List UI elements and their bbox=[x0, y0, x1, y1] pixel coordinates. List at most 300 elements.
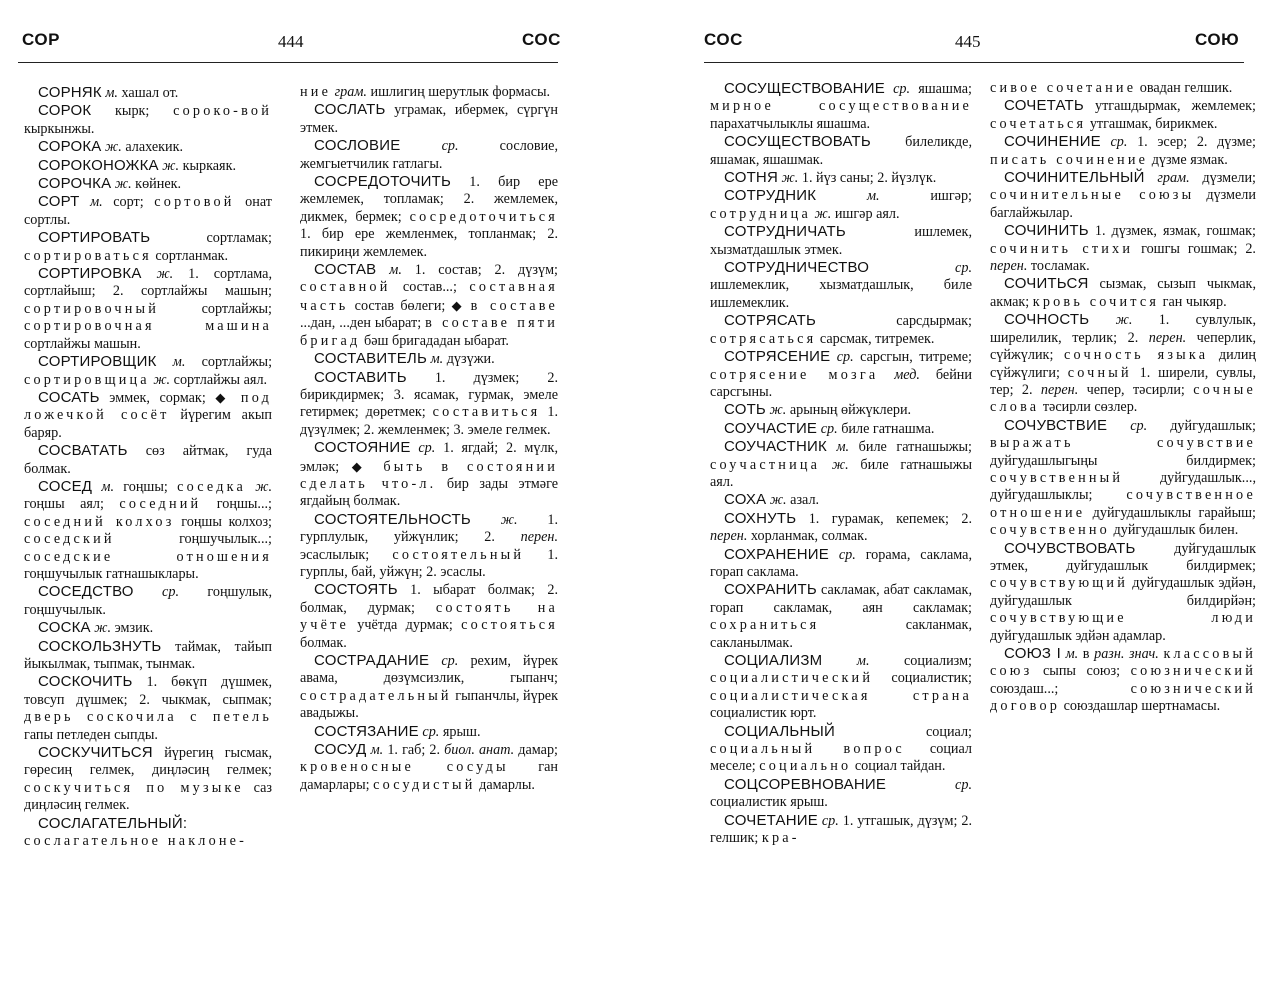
dictionary-entry bbox=[24, 157, 272, 175]
dictionary-entry bbox=[24, 744, 272, 815]
entry-headword: СОСТАВ bbox=[314, 261, 377, 279]
russian-example: кровеносные сосуды bbox=[300, 759, 509, 776]
grammar-mark: грам. bbox=[334, 84, 367, 100]
entry-headword: СОСТОЯНИЕ bbox=[314, 439, 411, 457]
entry-headword: СОСТОЯТЕЛЬНОСТЬ bbox=[314, 510, 471, 528]
entry-headword: СОРТИРОВАТЬ bbox=[38, 229, 151, 247]
entry-headword: СОСТЯЗАНИЕ bbox=[314, 722, 419, 740]
translation-text: социалистик ярыш. bbox=[710, 794, 828, 811]
dictionary-entry bbox=[24, 638, 272, 674]
translation-text: кыркаяк. bbox=[179, 157, 237, 174]
grammar-mark: перен. bbox=[520, 529, 558, 546]
translation-text: 1. эсер; 2. дүзме; bbox=[1127, 134, 1256, 151]
russian-example: соседский bbox=[24, 531, 115, 548]
translation-text: 1. гурамак, кепемек; 2. bbox=[796, 510, 972, 527]
translation-text: гоңшучылык гатнашыклары. bbox=[24, 565, 199, 582]
translation-text: 1. бир ере жемлемек, топламак; 2. жемлемек, дикмек, бермек; bbox=[300, 174, 558, 225]
dictionary-entry bbox=[24, 193, 272, 229]
left-page-guide-word-start: СОР bbox=[22, 30, 60, 49]
translation-text bbox=[886, 777, 955, 793]
dictionary-entry bbox=[300, 173, 558, 261]
translation-text bbox=[231, 390, 241, 406]
entry-headword: СОСТАВИТЕЛЬ bbox=[314, 350, 428, 368]
translation-text: чепер, тәсирли; bbox=[1078, 381, 1194, 398]
translation-text: дилиң сүйжүлиги; bbox=[990, 347, 1256, 381]
dictionary-entry bbox=[990, 222, 1256, 275]
entry-headword: СОСЕДСТВО bbox=[38, 583, 134, 601]
russian-example: в составе пяти бригад bbox=[300, 315, 558, 349]
right-page-guide-word-start: СОС bbox=[704, 30, 743, 49]
grammar-mark: ср. bbox=[893, 81, 911, 97]
translation-text: сызмак, сызып чыкмак, акмак; bbox=[990, 276, 1256, 310]
entry-headword: СОРНЯК bbox=[38, 84, 102, 101]
russian-example: сострадательный bbox=[300, 687, 452, 704]
russian-example: социально bbox=[759, 758, 852, 775]
dictionary-entry bbox=[300, 581, 558, 652]
translation-text: уграмак, ибермек, сүргүн этмек. bbox=[300, 102, 558, 136]
grammar-mark: ср. bbox=[441, 653, 459, 669]
grammar-mark: ж. bbox=[500, 511, 518, 528]
entry-headword: СОТЬ bbox=[724, 401, 766, 419]
dictionary-entry bbox=[24, 389, 272, 442]
translation-text bbox=[885, 81, 893, 97]
translation-text: дуйгудашлык эдйән адамлар. bbox=[990, 627, 1166, 644]
russian-example: ние bbox=[300, 84, 332, 100]
grammar-mark: грам. bbox=[1157, 170, 1190, 187]
translation-text: 1. дүзүлмек; 2. жемленмек; 3. эмеле гелмек. bbox=[300, 404, 558, 438]
translation-text: дүзүжи. bbox=[443, 351, 495, 368]
translation-text: саз диңләсиң гелмек. bbox=[24, 779, 273, 814]
grammar-mark: мед. bbox=[894, 366, 920, 383]
entry-headword: СОСАТЬ bbox=[38, 388, 100, 406]
translation-text: парахатчылыклы яшашма. bbox=[710, 115, 871, 132]
translation-text: сортламак; bbox=[150, 230, 272, 247]
dictionary-entry bbox=[24, 353, 272, 389]
translation-text: 1. сортлама, сортлайыш; 2. сортлайжы машын; bbox=[24, 266, 272, 300]
translation-text: сорт; bbox=[102, 194, 155, 211]
entry-headword: СОРТИРОВЩИК bbox=[38, 353, 157, 371]
translation-text bbox=[1145, 170, 1158, 186]
entry-headword: СОРОКОНОЖКА bbox=[38, 156, 159, 174]
translation-text bbox=[471, 512, 501, 528]
translation-text: 1. бөкүп дүшмек, товсуп дүшмек; 2. чыкмак, сыпмак; bbox=[24, 674, 272, 708]
russian-example: составиться bbox=[432, 404, 541, 421]
translation-text: ган чыкяр. bbox=[1159, 293, 1227, 310]
translation-text: ишлигиң шерутлык формасы. bbox=[366, 84, 551, 100]
grammar-mark: ж. bbox=[769, 402, 787, 419]
dictionary-entry bbox=[710, 491, 972, 509]
entry-headword: СОСЕД bbox=[38, 477, 93, 495]
grammar-mark: ср. bbox=[955, 260, 972, 277]
entry-headword: СОХРАНИТЬ bbox=[724, 581, 817, 599]
translation-text: сакланмак, сакланылмак. bbox=[710, 617, 972, 651]
dictionary-entry bbox=[710, 420, 972, 438]
translation-text: алахекик. bbox=[121, 139, 184, 156]
entry-headword: СОСУЩЕСТВОВАНИЕ bbox=[724, 80, 885, 97]
grammar-mark: разн. знач. bbox=[1094, 646, 1159, 662]
translation-text: сортлайжы аял. bbox=[170, 371, 268, 388]
translation-text: сортлайжы машын. bbox=[24, 335, 141, 352]
russian-example: сотрясение мозга bbox=[710, 366, 879, 383]
grammar-mark: перен. bbox=[1040, 381, 1079, 398]
translation-text: 1. сувлулык, ширелилик, терлик; 2. bbox=[990, 312, 1256, 346]
russian-example: союзнический bbox=[1130, 663, 1256, 680]
translation-text: утгашмак, бирикмек. bbox=[1086, 115, 1218, 132]
translation-text: хорланмак, солмак. bbox=[747, 528, 868, 545]
translation-text: гыпанчлы, йүрек авадыжы. bbox=[300, 687, 558, 722]
translation-text: яшашма; bbox=[910, 81, 972, 97]
russian-example: составная часть bbox=[300, 279, 558, 314]
translation-text: гоңшы аял; bbox=[24, 496, 120, 513]
translation-text: йүрегиң гысмак, гөресиң гелмек, диңләсиң гелмек; bbox=[24, 745, 272, 779]
dictionary-entry bbox=[710, 312, 972, 348]
grammar-mark: ср. bbox=[422, 723, 440, 740]
translation-text: социалистик; bbox=[873, 670, 972, 687]
translation-text: 1. дүзмек, язмак, гошмак; bbox=[1088, 223, 1256, 240]
dictionary-entry bbox=[710, 401, 972, 419]
russian-example: состоять на учёте bbox=[300, 599, 559, 634]
russian-example: сочувствующий bbox=[990, 575, 1128, 592]
dictionary-entry bbox=[990, 80, 1256, 97]
russian-example: сохраниться bbox=[710, 617, 820, 634]
translation-text: дүзмели баглайжылар. bbox=[990, 187, 1256, 221]
left-page-column-2 bbox=[300, 84, 558, 794]
entry-headword: СОЧУВСТВОВАТЬ bbox=[1004, 539, 1136, 557]
entry-headword: СОЧИНЕНИЕ bbox=[1004, 133, 1101, 151]
translation-text: дамар; bbox=[514, 742, 558, 759]
translation-text: ган дамарлары; bbox=[300, 759, 558, 793]
translation-text: эмзик. bbox=[111, 620, 154, 637]
translation-text bbox=[400, 138, 441, 154]
translation-text: овадан гелшик. bbox=[1136, 80, 1233, 96]
russian-example: писать сочинение bbox=[990, 151, 1149, 168]
entry-headword: СОХНУТЬ bbox=[724, 509, 797, 527]
translation-text: бәш бригададан ыбарат. bbox=[360, 332, 509, 349]
grammar-mark: ср. bbox=[836, 349, 854, 366]
russian-example: составной bbox=[300, 279, 391, 296]
translation-text: социал; bbox=[834, 723, 972, 740]
right-page-column-2 bbox=[990, 80, 1256, 716]
translation-text: сортлайжы; bbox=[185, 354, 273, 371]
russian-example: сочный bbox=[1067, 364, 1132, 381]
right-page-number: 445 bbox=[955, 32, 981, 51]
translation-text bbox=[134, 584, 162, 600]
translation-text: онат сортлы. bbox=[24, 194, 272, 228]
russian-example: социальный вопрос bbox=[710, 741, 905, 758]
left-page-number: 444 bbox=[278, 32, 304, 51]
translation-text: дуйгудашлык эдйән, дуйгудашлык билдирйән; bbox=[990, 575, 1256, 609]
right-page-column-1 bbox=[710, 80, 972, 847]
translation-text: дуйгудашлык..., дуйгудашлыклы; bbox=[990, 469, 1256, 504]
dictionary-entry bbox=[300, 369, 558, 440]
translation-text: бейни сарсгыны. bbox=[710, 366, 972, 400]
grammar-mark: биол. анат. bbox=[444, 742, 515, 759]
entry-headword: СОСУД bbox=[314, 741, 367, 759]
translation-text: в bbox=[1078, 646, 1095, 662]
entry-headword: СОСКОЧИТЬ bbox=[38, 673, 133, 691]
dictionary-entry bbox=[300, 439, 558, 511]
dictionary-entry bbox=[24, 478, 272, 583]
translation-text: дуйгудашлык билен. bbox=[1109, 522, 1239, 539]
russian-example: сотрясаться bbox=[710, 330, 817, 347]
dictionary-entry bbox=[710, 812, 972, 848]
translation-text: ишгәр аял. bbox=[831, 205, 900, 222]
entry-headword: СОЧИНИТЬ bbox=[1004, 222, 1089, 240]
dictionary-entry bbox=[710, 723, 972, 776]
translation-text: тәсирли сөзлер. bbox=[1039, 399, 1138, 416]
dictionary-entry bbox=[710, 169, 972, 187]
translation-text: сөз айтмак, гуда болмак. bbox=[24, 443, 272, 477]
translation-text: 1. ягдай; 2. мүлк, эмләк; bbox=[300, 440, 559, 475]
dictionary-entry bbox=[710, 776, 972, 812]
russian-example: сортировочная машина bbox=[24, 318, 272, 335]
grammar-mark: м. bbox=[866, 188, 880, 205]
dictionary-entry bbox=[300, 652, 558, 723]
russian-example: сортировщица bbox=[24, 371, 150, 388]
translation-text: гапы петледен сыпды. bbox=[24, 726, 158, 743]
russian-example: сочувствующие люди bbox=[990, 610, 1256, 627]
grammar-mark: ж. bbox=[105, 139, 122, 156]
entry-headword: СОТРУДНИЧЕСТВО bbox=[724, 259, 870, 277]
grammar-mark: ср. bbox=[162, 584, 179, 601]
entry-headword: СОТРЯСАТЬ bbox=[724, 312, 816, 330]
grammar-mark: ж. bbox=[831, 456, 849, 473]
translation-text bbox=[371, 459, 384, 475]
translation-text: көйнек. bbox=[131, 176, 182, 193]
russian-example: сочинить стихи bbox=[990, 240, 1134, 257]
grammar-mark: м. bbox=[370, 742, 384, 759]
grammar-mark: ср. bbox=[955, 776, 972, 793]
translation-text: 1. гурплы, бай, уйжүн; 2. эсаслы. bbox=[300, 546, 559, 580]
dictionary-entry bbox=[24, 442, 272, 478]
dictionary-entry bbox=[710, 259, 972, 312]
translation-text: 1. утгашык, дүзүм; 2. гелшик; bbox=[710, 812, 972, 847]
translation-text: 1. состав; 2. дүзүм; bbox=[401, 262, 558, 279]
russian-example: соседний колхоз bbox=[24, 513, 175, 530]
entry-headword: СОРТ bbox=[38, 193, 80, 211]
dictionary-entry bbox=[710, 510, 972, 546]
translation-text: 1. бир ере жемленмек, топланмак; 2. пикириңи жемлемек. bbox=[300, 226, 558, 260]
dictionary-entry bbox=[990, 97, 1256, 133]
dictionary-entry bbox=[300, 511, 558, 582]
russian-example: соучастница bbox=[710, 456, 821, 473]
grammar-mark: ср. bbox=[441, 138, 459, 155]
translation-text: эсаслылык; bbox=[300, 546, 393, 563]
entry-headword: СОСТОЯТЬ bbox=[314, 581, 398, 599]
entry-headword: СОЧИНИТЕЛЬНЫЙ bbox=[1004, 169, 1145, 187]
dictionary-entry bbox=[24, 84, 272, 102]
translation-text: рехим, йүрек авама, дөзүмсизлик, гыпанч; bbox=[300, 653, 558, 687]
russian-example: дверь соскочила с петель bbox=[24, 709, 272, 726]
translation-text bbox=[246, 479, 255, 495]
dictionary-entry bbox=[24, 619, 272, 637]
grammar-mark: ср. bbox=[820, 420, 838, 437]
entry-headword: СОТРЯСЕНИЕ bbox=[724, 348, 831, 366]
translation-text: чеперлик, сүйжүлик; bbox=[990, 329, 1257, 364]
dictionary-entry bbox=[24, 229, 272, 265]
translation-text: 1. ыбарат болмак; 2. болмак, дурмак; bbox=[300, 582, 558, 616]
translation-text: сортлайжы; bbox=[159, 300, 272, 317]
russian-example: кровь сочится bbox=[1032, 293, 1160, 310]
translation-text: гоңшучылык...; bbox=[114, 531, 272, 548]
grammar-mark: м. bbox=[430, 351, 444, 368]
entry-headword: СОЧУВСТВИЕ bbox=[1004, 416, 1108, 434]
entry-headword: СОСРЕДОТОЧИТЬ bbox=[314, 173, 452, 191]
russian-example: состояться bbox=[461, 617, 558, 634]
translation-text: сарсдырмак; bbox=[815, 313, 972, 330]
russian-example: сочетаться bbox=[990, 115, 1087, 132]
translation-text: дуйгудашлыгыңы билдирмек; bbox=[990, 452, 1256, 469]
grammar-mark: м. bbox=[105, 85, 118, 101]
dictionary-entry bbox=[710, 438, 972, 491]
russian-example: соседний bbox=[119, 496, 202, 513]
dictionary-entry bbox=[24, 583, 272, 619]
russian-example: выражать сочувствие bbox=[990, 435, 1256, 452]
grammar-mark: ср. bbox=[418, 440, 436, 457]
entry-headword: СОРОКА bbox=[38, 138, 102, 156]
dictionary-entry bbox=[300, 741, 558, 794]
grammar-mark: ср. bbox=[1110, 134, 1128, 151]
entry-headword: СОЧЕТАТЬ bbox=[1004, 97, 1084, 115]
grammar-mark: ж. bbox=[1115, 312, 1133, 329]
translation-text: социал меселе; bbox=[710, 741, 972, 775]
russian-example: сотрудница bbox=[710, 205, 811, 222]
dictionary-entry bbox=[710, 546, 972, 582]
dictionary-entry bbox=[24, 673, 272, 744]
russian-example: сочинительные союзы bbox=[990, 187, 1195, 204]
translation-text bbox=[829, 547, 839, 563]
translation-text: гоңшы; bbox=[114, 478, 178, 495]
dictionary-entry bbox=[300, 723, 558, 741]
translation-text bbox=[816, 188, 867, 204]
translation-text: сословие, жемгыетчилик гатлагы. bbox=[300, 138, 558, 172]
entry-headword: СОСЛАГАТЕЛЬНЫЙ: bbox=[38, 814, 188, 832]
entry-headword: СОЦИАЛЬНЫЙ bbox=[724, 722, 835, 740]
translation-text: эммек, сормак; bbox=[99, 389, 216, 406]
translation-text: биле гатнашма. bbox=[837, 420, 935, 437]
translation-text: таймак, тайып йыкылмак, тыпмак, тынмак. bbox=[24, 638, 272, 672]
dictionary-entry bbox=[300, 350, 558, 368]
translation-text: дүзме язмак. bbox=[1148, 151, 1228, 168]
grammar-mark: м. bbox=[389, 262, 402, 279]
entry-headword: СОЧНОСТЬ bbox=[1004, 311, 1090, 329]
translation-text: тосламак. bbox=[1027, 258, 1090, 275]
entry-headword: СОУЧАСТНИК bbox=[724, 438, 827, 456]
entry-headword: СОЧЕТАНИЕ bbox=[724, 811, 818, 829]
translation-text bbox=[142, 266, 157, 282]
translation-text: социалистик юрт. bbox=[710, 705, 817, 722]
left-page bbox=[0, 0, 600, 994]
translation-text: утгашдырмак, жемлемек; bbox=[1083, 98, 1256, 115]
entry-headword: СОХА bbox=[724, 491, 767, 509]
translation-text: ярыш. bbox=[439, 723, 481, 740]
entry-headword: СОЮЗ I bbox=[1004, 645, 1061, 662]
grammar-mark: ж. bbox=[94, 620, 112, 637]
dictionary-entry bbox=[990, 311, 1256, 416]
grammar-mark: ж. bbox=[114, 176, 132, 193]
translation-text bbox=[376, 262, 389, 278]
translation-text: дуйгудашлык этмек, дуйгудашлык билдирмек; bbox=[990, 540, 1256, 574]
entry-headword: СОТРУДНИЧАТЬ bbox=[724, 223, 846, 241]
russian-example: сочные слова bbox=[990, 381, 1256, 416]
translation-text: ...дан, ...ден ыбарат; bbox=[300, 315, 426, 332]
entry-headword: СОСТАВИТЬ bbox=[314, 368, 407, 386]
dictionary-entry bbox=[990, 417, 1256, 540]
russian-example: социалистический bbox=[710, 670, 874, 687]
grammar-mark: ж. bbox=[814, 205, 832, 222]
russian-example: сосудистый bbox=[373, 776, 476, 793]
translation-text: 1. ширели, сувлы, тер; 2. bbox=[990, 364, 1256, 398]
translation-text bbox=[820, 457, 832, 473]
translation-text: союздашлар шертнамасы. bbox=[1060, 698, 1221, 715]
entry-headword: СОЦИАЛИЗМ bbox=[724, 652, 823, 669]
russian-example: сослагательное наклоне- bbox=[24, 833, 248, 850]
translation-text: горама, саклама, горап саклама. bbox=[710, 546, 973, 580]
russian-example: сочувственное отношение bbox=[990, 487, 1256, 521]
dictionary-entry bbox=[710, 348, 972, 401]
idiom-diamond-icon: ◆ bbox=[351, 458, 371, 474]
entry-headword: СОРТИРОВКА bbox=[38, 265, 142, 283]
grammar-mark: ж. bbox=[153, 371, 171, 388]
translation-text: гоңшы...; bbox=[201, 496, 272, 513]
translation-text bbox=[79, 194, 90, 210]
translation-text bbox=[157, 354, 173, 370]
russian-example: сосредоточиться bbox=[409, 208, 558, 225]
dictionary-entry bbox=[710, 133, 972, 169]
translation-text bbox=[822, 653, 857, 669]
dictionary-entry bbox=[710, 80, 972, 133]
russian-example: сортовой bbox=[154, 194, 235, 211]
translation-text: кырк; bbox=[91, 103, 174, 120]
entry-headword: СОСЛОВИЕ bbox=[314, 137, 401, 155]
dictionary-entry bbox=[24, 138, 272, 156]
entry-headword: СОРОК bbox=[38, 102, 92, 120]
translation-text: 1. дүзмек; 2. бирикдирмек; 3. ясамак, гурмак, эмеле гетирмек; дөретмек; bbox=[300, 369, 558, 421]
grammar-mark: м. bbox=[101, 478, 115, 495]
right-page bbox=[660, 0, 1273, 994]
dictionary-entry bbox=[300, 84, 558, 101]
translation-text: 1. йүз саны; 2. йүзлүк. bbox=[798, 170, 937, 187]
translation-text: ишгәр; bbox=[879, 188, 972, 205]
russian-example: под ложечкой сосёт bbox=[24, 389, 273, 424]
translation-text bbox=[869, 260, 955, 276]
translation-text: болмак. bbox=[300, 634, 347, 651]
translation-text: ишлемеклик, хызматдашлык, биле ишлемеклик. bbox=[710, 277, 972, 311]
russian-example: быть в состоянии сделать что-л. bbox=[300, 458, 558, 492]
russian-example: состоятельный bbox=[392, 546, 525, 563]
entry-headword: СОТРУДНИК bbox=[724, 187, 817, 205]
entry-headword: СОСТРАДАНИЕ bbox=[314, 652, 430, 669]
entry-headword: СОЧИТЬСЯ bbox=[1004, 275, 1089, 293]
russian-example: сивое сочетание bbox=[990, 80, 1137, 96]
entry-headword: СОХРАНЕНИЕ bbox=[724, 545, 829, 563]
russian-example: сочность языка bbox=[1064, 347, 1209, 364]
entry-headword: СОЦСОРЕВНОВАНИЕ bbox=[724, 775, 887, 793]
grammar-mark: м. bbox=[856, 653, 870, 669]
russian-example: в составе bbox=[470, 297, 559, 314]
translation-text: социал тайдан. bbox=[851, 758, 946, 775]
translation-text: сыпы союз; bbox=[1032, 663, 1131, 680]
idiom-diamond-icon: ◆ bbox=[215, 389, 232, 405]
grammar-mark: ж. bbox=[162, 157, 180, 174]
translation-text: дүзмели; bbox=[1189, 170, 1256, 187]
entry-headword: СОСЛАТЬ bbox=[314, 101, 386, 119]
translation-text: учётда дурмак; bbox=[349, 617, 462, 634]
translation-text bbox=[429, 653, 441, 669]
russian-example: сочувственно bbox=[990, 522, 1110, 539]
grammar-mark: ж. bbox=[255, 478, 272, 495]
russian-example: классовый союз bbox=[990, 646, 1257, 680]
